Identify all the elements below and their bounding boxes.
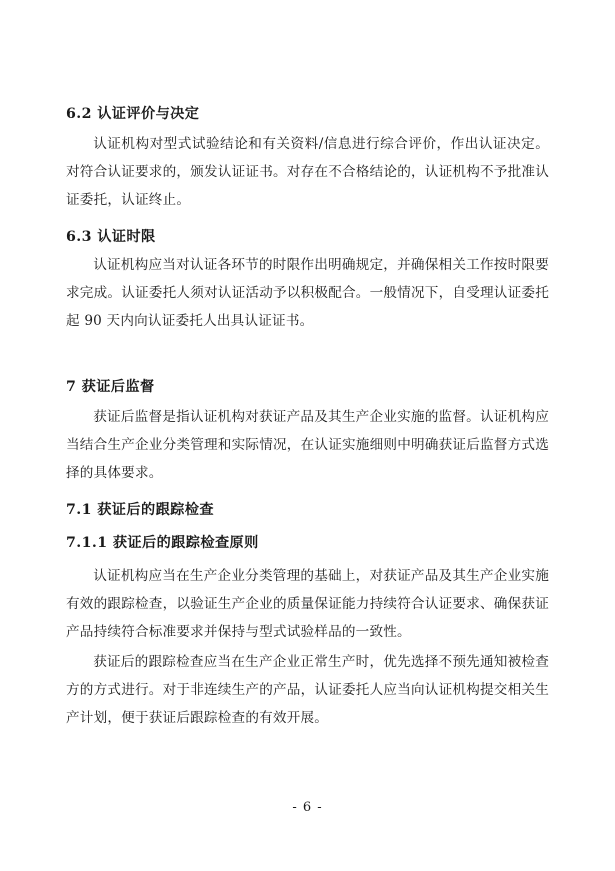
section-heading-6-3: 6.3 认证时限 [66, 228, 156, 245]
page-number-footer: - 6 - [292, 800, 323, 815]
section-heading-7-1-1: 7.1.1 获证后的跟踪检查原则 [66, 534, 259, 551]
section-heading-6-2: 6.2 认证评价与决定 [66, 106, 200, 122]
paragraph-6-3-1: 认证机构应当对认证各环节的时限作出明确规定，并确保相关工作按时限要求完成。认证委托人须对认证活动予以积极配合。一般情况下，自受理认证委托起 90 天内向认证委托人出具认证证书。 [66, 257, 549, 329]
document-body [66, 104, 549, 734]
paragraph-7-1-1-1: 认证机构应当在生产企业分类管理的基础上，对获证产品及其生产企业实施有效的跟踪检查，以验证生产企业的质量保证能力持续符合认证要求、确保获证产品持续符合标准要求并保持与型式试验样品的一致性。 [66, 568, 549, 640]
paragraph-7-1: 获证后监督是指认证机构对获证产品及其生产企业实施的监督。认证机构应当结合生产企业分类管理和实际情况，在认证实施细则中明确获证后监督方式选择的具体要求。 [66, 409, 549, 481]
section-heading-7: 7 获证后监督 [66, 378, 155, 395]
section-heading-7-1: 7.1 获证后的跟踪检查 [66, 501, 214, 518]
paragraph-7-1-1-2: 获证后的跟踪检查应当在生产企业正常生产时，优先选择不预先通知被检查方的方式进行。对于非连续生产的产品，认证委托人应当向认证机构提交相关生产计划，便于获证后跟踪检查的有效开展。 [66, 653, 549, 726]
paragraph-6-2-1: 认证机构对型式试验结论和有关资料/信息进行综合评价，作出认证决定。对符合认证要求的，颁发认证证书。对存在不合格结论的，认证机构不予批准认证委托，认证终止。 [66, 136, 549, 209]
section-spacer [66, 338, 549, 351]
